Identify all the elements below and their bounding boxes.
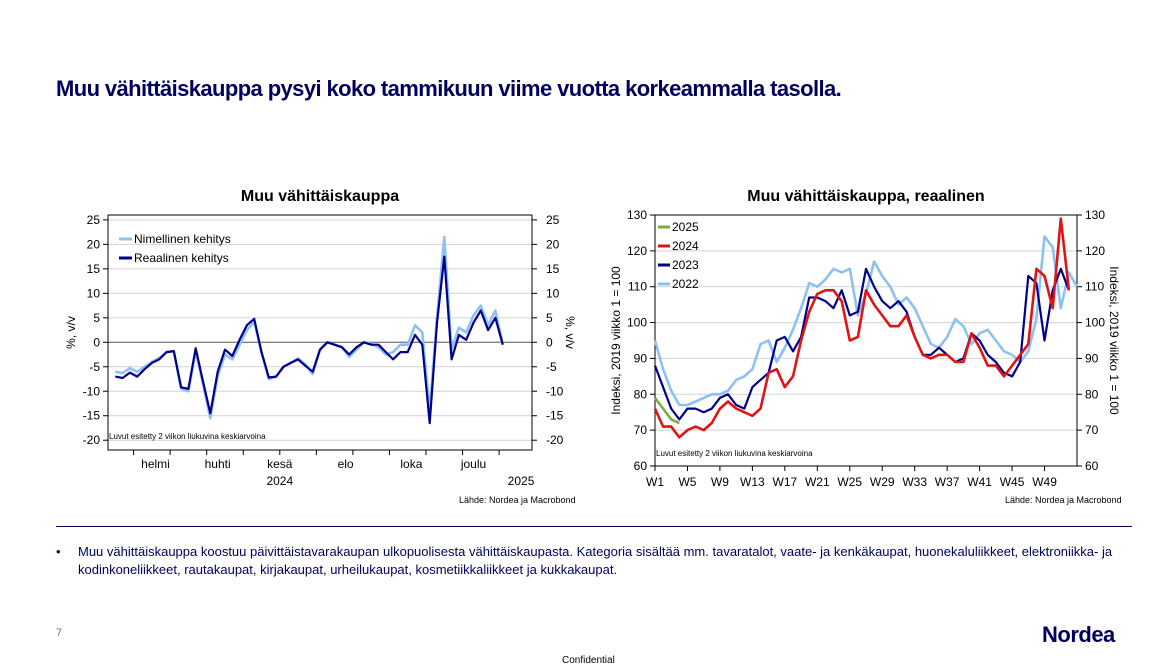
y-axis-label-left: %, v/v bbox=[64, 316, 78, 349]
y-tick-label: -20 bbox=[82, 433, 100, 448]
y-tick-label-right: 10 bbox=[546, 286, 560, 301]
y-tick-label-right: 120 bbox=[1085, 243, 1106, 258]
legend-label: 2022 bbox=[672, 277, 699, 291]
y-tick-label: 60 bbox=[633, 459, 647, 473]
y-tick-label: 15 bbox=[86, 261, 100, 276]
right-chart-title: Muu vähittäiskauppa, reaalinen bbox=[747, 188, 985, 205]
y-tick-label-right: 5 bbox=[546, 310, 553, 325]
y-tick-label-right: 25 bbox=[546, 212, 560, 227]
bullet-point bbox=[56, 543, 1136, 579]
series-line bbox=[655, 237, 1077, 406]
x-month-label: kesä bbox=[267, 457, 293, 471]
y-tick-label-right: -5 bbox=[546, 359, 557, 374]
nordea-logo: Nordea bbox=[1042, 622, 1115, 647]
x-tick-label: W21 bbox=[804, 475, 830, 489]
y-tick-label: 70 bbox=[633, 423, 647, 438]
y-tick-label-right: 100 bbox=[1085, 315, 1106, 330]
y-tick-label: 25 bbox=[86, 212, 100, 227]
x-tick-label: W5 bbox=[678, 475, 697, 489]
x-tick-label: W37 bbox=[934, 475, 960, 489]
x-tick-label: W29 bbox=[869, 475, 895, 489]
y-tick-label: 90 bbox=[633, 351, 647, 366]
y-tick-label: -15 bbox=[82, 408, 100, 423]
divider-line bbox=[56, 526, 1132, 527]
y-tick-label: -10 bbox=[82, 384, 100, 399]
x-tick-label: W49 bbox=[1032, 475, 1057, 489]
series-line bbox=[655, 269, 1069, 420]
x-month-label: loka bbox=[400, 457, 423, 471]
y-axis-label-left: Indeksi, 2019 viikko 1 = 100 bbox=[609, 266, 623, 415]
bullet-dot: • bbox=[56, 544, 61, 559]
slide-headline: Muu vähittäiskauppa pysyi koko tammikuun viime vuotta korkeammalla tasolla. bbox=[56, 76, 842, 101]
x-tick-label: W41 bbox=[967, 475, 992, 489]
y-tick-label: 5 bbox=[93, 310, 100, 325]
y-tick-label-right: 60 bbox=[1085, 459, 1099, 473]
y-tick-label: -5 bbox=[89, 359, 100, 374]
chart-note: Luvut esitetty 2 viikon liukuvina keskiarvoina bbox=[656, 449, 813, 458]
x-year-label: 2024 bbox=[266, 474, 294, 488]
legend-label: 2025 bbox=[672, 220, 699, 234]
x-tick-label: W17 bbox=[772, 475, 798, 489]
confidential-label: Confidential bbox=[562, 655, 615, 666]
y-tick-label: 110 bbox=[627, 279, 647, 294]
y-tick-label: 20 bbox=[86, 237, 100, 252]
y-tick-label: 10 bbox=[86, 286, 100, 301]
y-tick-label: 130 bbox=[626, 208, 647, 222]
legend-label: 2024 bbox=[672, 239, 699, 253]
x-tick-label: W33 bbox=[902, 475, 928, 489]
y-axis-label-right: Indeksi, 2019 viikko 1 = 100 bbox=[1107, 266, 1121, 415]
y-tick-label-right: 130 bbox=[1085, 208, 1106, 222]
legend-label: Reaalinen kehitys bbox=[134, 251, 229, 265]
legend-label: 2023 bbox=[672, 258, 699, 272]
y-tick-label-right: 80 bbox=[1085, 387, 1099, 402]
left-chart-title: Muu vähittäiskauppa bbox=[240, 188, 400, 205]
x-tick-label: W9 bbox=[710, 475, 729, 489]
x-year-label: 2025 bbox=[507, 474, 535, 488]
plot-frame bbox=[655, 215, 1077, 466]
y-tick-label-right: 90 bbox=[1085, 351, 1099, 366]
x-month-label: joulu bbox=[460, 457, 487, 471]
x-tick-label: W25 bbox=[837, 475, 863, 489]
x-tick-label: W1 bbox=[646, 475, 664, 489]
right-chart-source: Lähde: Nordea ja Macrobond bbox=[1005, 495, 1122, 505]
y-tick-label-right: 15 bbox=[546, 261, 560, 276]
y-tick-label-right: -15 bbox=[546, 408, 564, 423]
y-tick-label: 80 bbox=[633, 387, 647, 402]
series-line bbox=[655, 219, 1069, 438]
x-month-label: helmi bbox=[141, 457, 170, 471]
chart-note: Luvut esitetty 2 viikon liukuvina keskiarvoina bbox=[109, 432, 266, 441]
y-tick-label-right: 0 bbox=[546, 335, 553, 350]
y-tick-label-right: 70 bbox=[1085, 423, 1099, 438]
x-month-label: elo bbox=[337, 457, 354, 471]
y-axis-label-right: %, v/v bbox=[563, 316, 577, 349]
y-tick-label-right: 20 bbox=[546, 237, 560, 252]
y-tick-label: 120 bbox=[626, 243, 647, 258]
y-tick-label: 0 bbox=[93, 335, 100, 350]
x-month-label: huhti bbox=[204, 457, 231, 471]
y-tick-label-right: -20 bbox=[546, 433, 564, 448]
y-tick-label-right: -10 bbox=[546, 384, 564, 399]
x-tick-label: W45 bbox=[999, 475, 1025, 489]
left-chart-source: Lähde: Nordea ja Macrobond bbox=[459, 495, 576, 505]
y-tick-label-right: 110 bbox=[1085, 279, 1105, 294]
page-number: 7 bbox=[56, 627, 63, 639]
x-tick-label: W13 bbox=[740, 475, 765, 489]
bullet-text: Muu vähittäiskauppa koostuu päivittäistavarakaupan ulkopuolisesta vähittäiskaupasta. Kategoria sisältää mm. tavaratalot, vaate- ja kenkäkaupat, huonekaluliikkeet, elektroniikka- ja kodinkoneliikkeet, rautakaupat, kirjakaupat, urheilukaupat, kosmetiikkaliikkeet ja kukkakaupat. bbox=[78, 544, 1113, 577]
legend-label: Nimellinen kehitys bbox=[134, 232, 231, 246]
y-tick-label: 100 bbox=[626, 315, 647, 330]
